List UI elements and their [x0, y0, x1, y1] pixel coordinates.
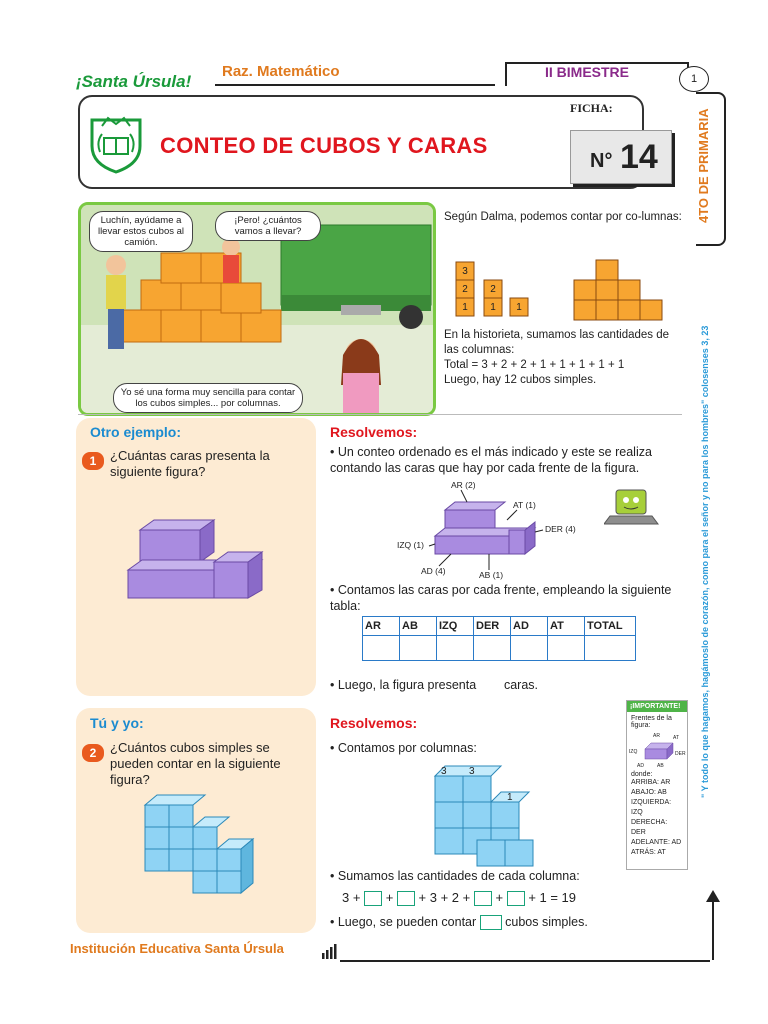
answer-cell[interactable] — [437, 636, 474, 661]
important-item: IZQUIERDA: IZQ — [631, 799, 672, 816]
answer-blank[interactable] — [474, 891, 492, 906]
answer-cell[interactable] — [548, 636, 585, 661]
table-answer-row — [363, 636, 636, 661]
table-header: AT — [548, 617, 585, 636]
face-label-der: DER (4) — [545, 524, 576, 534]
mini-label: IZQ — [629, 749, 638, 755]
subject-label: Raz. Matemático — [222, 63, 340, 80]
col-label: 3 — [462, 266, 468, 277]
face-label-izq: IZQ (1) — [397, 540, 424, 550]
ficha-label: FICHA: — [570, 101, 613, 115]
table-header: AR — [363, 617, 400, 636]
footer-institution: Institución Educativa Santa Úrsula — [70, 941, 284, 956]
table-header: IZQ — [437, 617, 474, 636]
col-label: 3 — [469, 766, 475, 777]
explanation-line: En la historieta, sumamos las cantidades de las columnas: — [444, 329, 670, 356]
col-label: 1 — [516, 302, 522, 313]
col-label: 1 — [507, 792, 513, 803]
answer-blank[interactable] — [480, 915, 502, 930]
face-label-ad: AD (4) — [421, 566, 446, 576]
answer-blank[interactable] — [507, 891, 525, 906]
footer-line — [340, 960, 710, 962]
face-label-ab: AB (1) — [479, 570, 504, 580]
practice-bullet-3-end: cubos simples. — [505, 915, 588, 929]
example-bullet-1: • Un conteo ordenado es el más indicado y este se realiza contando las caras que hay por cada frente de la figura. — [330, 445, 652, 475]
important-box — [626, 700, 688, 870]
example-bullet-3-text: Luego, la figura presenta — [337, 678, 477, 692]
speech-bubble-3: Yo sé una forma muy sencilla para contar los cubos simples... por columnas. — [113, 383, 303, 413]
important-intro: Frentes de la figura: — [631, 715, 672, 729]
answer-cell[interactable] — [585, 636, 636, 661]
explanation-intro: Según Dalma, podemos contar por co-lumnas: — [444, 211, 682, 223]
exercise-number: 2 — [82, 744, 104, 762]
table-header: AD — [511, 617, 548, 636]
speech-bubble-1: Luchín, ayúdame a llevar estos cubos al camión. — [89, 211, 193, 252]
practice-bullet-3: • Luego, se pueden contar cubos simples. — [330, 915, 588, 929]
answer-cell[interactable] — [363, 636, 400, 661]
grade-label: 4TO DE PRIMARIA — [696, 108, 711, 224]
practice-bullet-2: • Sumamos las cantidades de cada columna: — [330, 869, 580, 883]
mini-label: AR — [653, 733, 660, 739]
important-list — [627, 778, 687, 858]
exercise-number: 1 — [82, 452, 104, 470]
answer-cell[interactable] — [474, 636, 511, 661]
brand-name: ¡Santa Úrsula! — [76, 72, 192, 91]
face-label-at: AT (1) — [513, 500, 536, 510]
mini-label: AD — [637, 763, 644, 769]
mini-label: AT — [673, 735, 680, 741]
example-bullet-2-text: Contamos las caras por cada frente, empleando la siguiente tabla: — [330, 583, 672, 613]
example-bullet-3-end: caras. — [503, 678, 538, 692]
laptop-mascot-icon — [604, 488, 662, 528]
bible-quote: " Y todo lo que hagamos, hagámoslo de corazón, como para el señor y no para los hombres" colosenses 3, 23 — [700, 325, 710, 799]
explanation-body — [444, 328, 684, 388]
answer-cell[interactable] — [511, 636, 548, 661]
labeled-block-figure — [395, 480, 615, 586]
table-header: AB — [400, 617, 437, 636]
header-divider — [215, 84, 495, 86]
col-label: 2 — [490, 284, 496, 295]
comic-panel — [78, 202, 436, 416]
table-header: DER — [474, 617, 511, 636]
mini-label: AB — [657, 763, 664, 769]
answer-blank[interactable] — [364, 891, 382, 906]
ficha-number: 14 — [620, 138, 658, 176]
page-title: CONTEO DE CUBOS Y CARAS — [160, 133, 488, 158]
example-bullet-3: • Luego, la figura presenta caras. — [330, 678, 538, 692]
important-item: ATRÁS: AT — [631, 849, 666, 856]
blue-cube-figure — [135, 785, 265, 897]
number-label: N° — [590, 150, 613, 172]
table-header-row — [363, 617, 636, 636]
purple-block-figure — [120, 510, 290, 610]
explanation-result: Luego, hay 12 cubos simples. — [444, 374, 597, 386]
face-label-ar: AR (2) — [451, 480, 476, 490]
eq-part: + 1 = 19 — [528, 890, 577, 905]
important-donde: donde: — [631, 771, 653, 778]
arrow-shaft — [712, 900, 714, 960]
eq-part: + — [385, 890, 394, 905]
page-number: 1 — [679, 66, 709, 92]
eq-part: + — [495, 890, 504, 905]
practice-bullet-3-text: Luego, se pueden contar — [337, 915, 477, 929]
col-label: 1 — [490, 302, 496, 313]
answer-cell[interactable] — [400, 636, 437, 661]
table-header: TOTAL — [585, 617, 636, 636]
important-item: DERECHA: DER — [631, 819, 668, 836]
answer-blank[interactable] — [397, 891, 415, 906]
eq-part: + 3 + 2 + — [418, 890, 471, 905]
eq-part: 3 + — [342, 890, 361, 905]
signal-bars-icon — [322, 944, 342, 960]
mini-label: DER — [675, 751, 686, 757]
col-label: 2 — [462, 284, 468, 295]
important-item: ABAJO: AB — [631, 789, 667, 796]
important-item: ADELANTE: AD — [631, 839, 682, 846]
explanation-total: Total = 3 + 2 + 2 + 1 + 1 + 1 + 1 + 1 — [444, 359, 625, 371]
resolve-title: Resolvemos: — [330, 424, 418, 440]
mini-faces-diagram — [627, 729, 687, 769]
col-label: 1 — [462, 302, 468, 313]
important-heading: ¡IMPORTANTE! — [627, 701, 687, 712]
sum-equation — [342, 890, 642, 906]
important-item: ARRIBA: AR — [631, 779, 671, 786]
column-cubes-figure — [444, 240, 684, 324]
example-question: ¿Cuántas caras presenta la siguiente figura? — [110, 448, 270, 479]
practice-bullet-1-text: Contamos por columnas: — [337, 741, 477, 755]
example-title: Otro ejemplo: — [90, 424, 182, 440]
practice-question: ¿Cuántos cubos simples se pueden contar en la siguiente figura? — [110, 740, 281, 787]
example-bullet-2: • Contamos las caras por cada frente, empleando la siguiente tabla: — [330, 583, 672, 613]
col-label: 3 — [441, 766, 447, 777]
practice-bullet-1: • Contamos por columnas: — [330, 741, 477, 755]
bimestre-label: II BIMESTRE — [545, 64, 630, 80]
section-divider — [78, 414, 682, 415]
speech-bubble-2: ¡Pero! ¿cuántos vamos a llevar? — [215, 211, 321, 241]
face-count-table — [362, 616, 636, 661]
school-logo-icon — [88, 112, 144, 174]
practice-bullet-2-text: Sumamos las cantidades de cada columna: — [337, 869, 580, 883]
resolve-title: Resolvemos: — [330, 715, 418, 731]
example-bullet-1-text: Un conteo ordenado es el más indicado y este se realiza contando las caras que hay por cada frente de la figura. — [330, 445, 652, 475]
practice-title: Tú y yo: — [90, 715, 144, 731]
column-blue-cube-figure — [425, 760, 555, 870]
